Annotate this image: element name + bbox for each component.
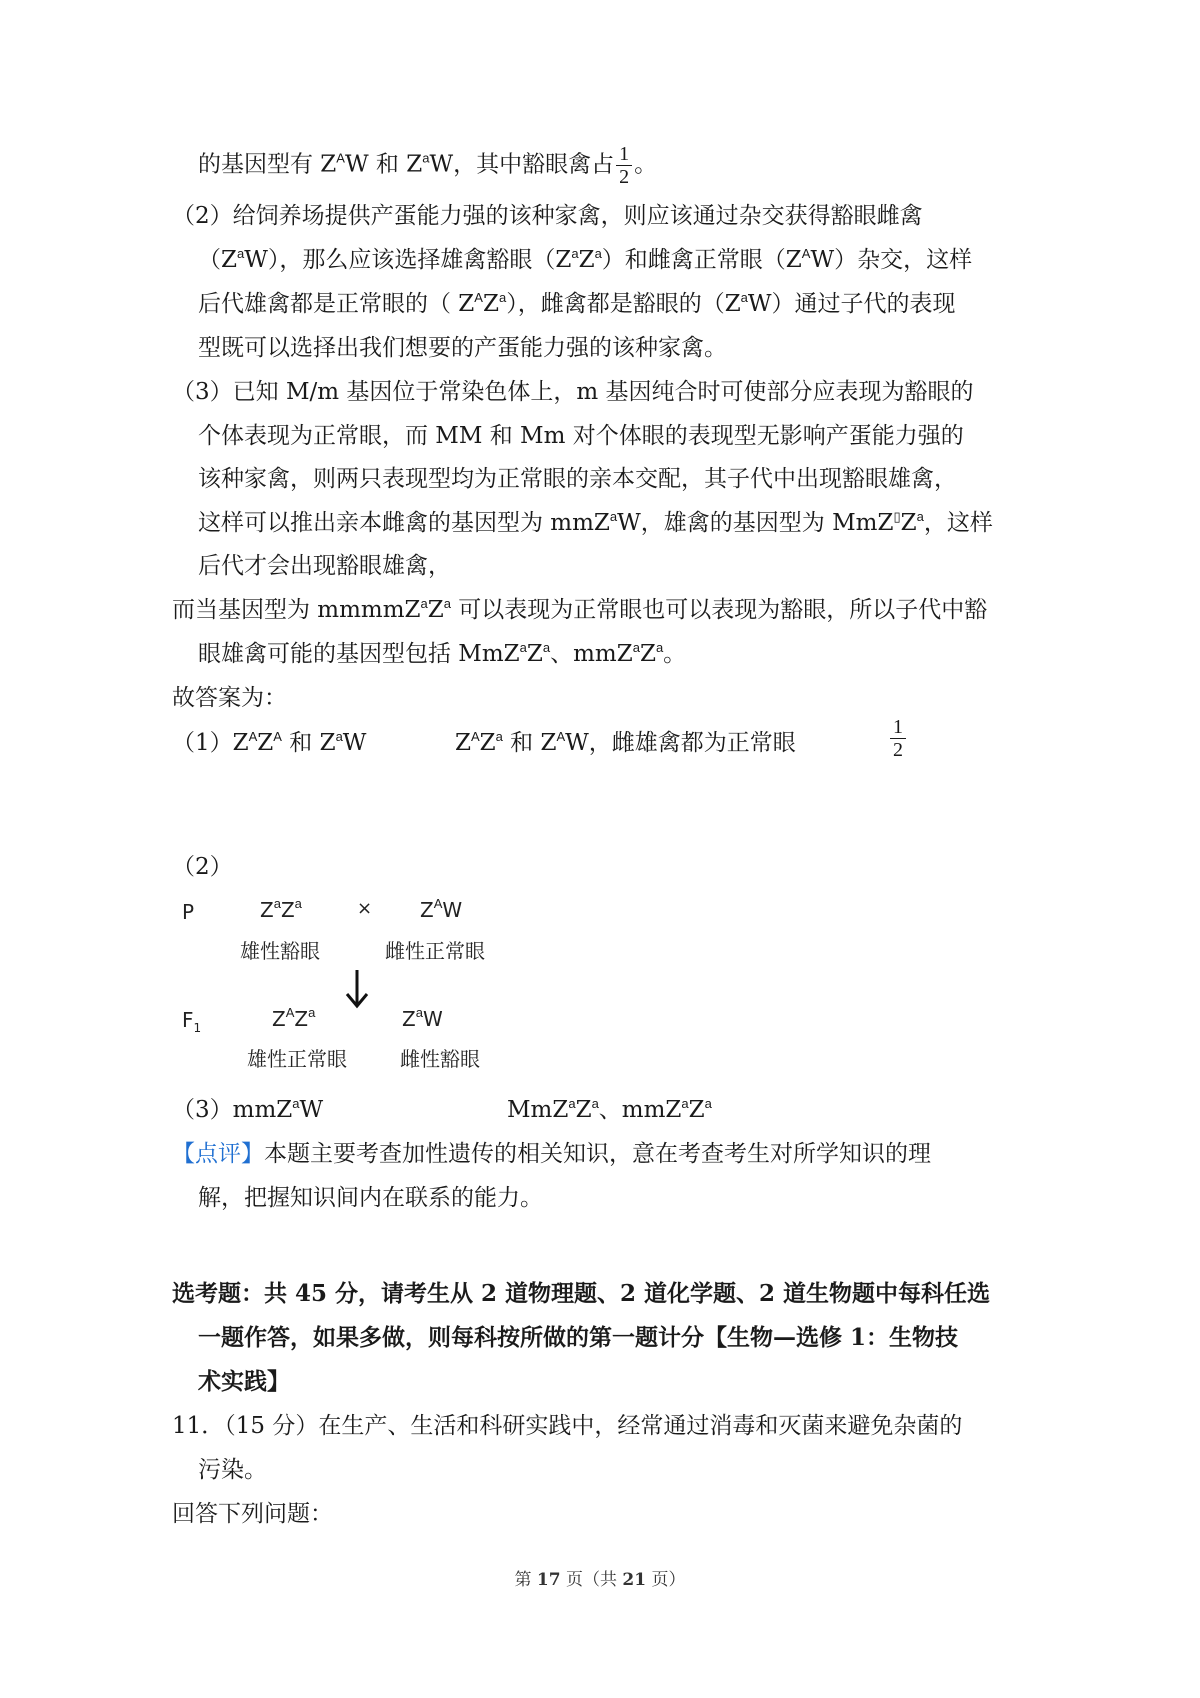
text-line: 型既可以选择出我们想要的产蛋能力强的该种家禽。 (198, 335, 727, 361)
p-male-phenotype: 雄性豁眼 (240, 939, 320, 963)
f1-generation-label: $F_1$ (182, 1008, 202, 1035)
comment-tag: 【点评】 (172, 1141, 264, 1167)
text-line: 这样可以推出亲本雌禽的基因型为 mmZ$^a$W，雄禽的基因型为 $MmZ^▯Z^a$，这样 (198, 509, 993, 536)
text-line: （2）给饲养场提供产蛋能力强的该种家禽，则应该通过杂交获得豁眼雌禽 (172, 203, 923, 229)
text-line: 污染。 (198, 1457, 267, 1483)
answer-3-part-b: $MmZ^aZ^a$、$mmZ^aZ^a$ (507, 1096, 712, 1123)
f1-female-genotype: $Z^aW$ (402, 1005, 443, 1031)
answer-1-fraction (888, 716, 908, 761)
text-line: 的基因型有 $Z^AW$ 和 $Z^aW$，其中豁眼禽占 $\frac{1}{2}$ 。 (198, 143, 658, 188)
answer-heading: 故答案为： (172, 685, 287, 711)
p-female-phenotype: 雌性正常眼 (385, 939, 485, 963)
f1-male-genotype: $Z^AZ^a$ (272, 1005, 316, 1031)
page-total: 21 (622, 1570, 647, 1590)
section-heading: 一题作答，如果多做，则每科按所做的第一题计分【生物—选修 1：生物技 (198, 1324, 959, 1351)
question-11: 11．（15 分）在生产、生活和科研实践中，经常通过消毒和灭菌来避免杂菌的 (172, 1413, 963, 1439)
p-generation-label: P (182, 900, 195, 924)
section-heading: 选考题：共 45 分，请考生从 2 道物理题、2 道化学题、2 道生物题中每科任选 (172, 1280, 991, 1307)
comment-line: 【点评】本题主要考查加性遗传的相关知识，意在考查考生对所学知识的理 (172, 1141, 931, 1167)
text-line: 后代才会出现豁眼雄禽， (198, 553, 451, 579)
fraction: $\frac{1}{2}$ (890, 716, 906, 761)
text-line: 眼雄禽可能的基因型包括 $MmZ^aZ^a$、$mmZ^aZ^a$。 (198, 640, 687, 667)
text-line: 个体表现为正常眼，而 MM 和 Mm 对个体眼的表现型无影响产蛋能力强的 (198, 423, 964, 449)
answer-1-part-b: $Z^AZ^a$ 和 $Z^AW$，雌雄禽都为正常眼 (455, 729, 796, 756)
f1-male-phenotype: 雄性正常眼 (247, 1047, 347, 1071)
answer-2-label: （2） (172, 854, 233, 880)
f1-female-phenotype: 雌性豁眼 (400, 1047, 480, 1071)
section-heading: 术实践】 (198, 1368, 290, 1395)
answer-3-part-a: （3）mmZ$^a$W (172, 1096, 324, 1123)
text-line: 后代雄禽都是正常眼的（ $Z^AZ^a$），雌禽都是豁眼的$(Z^aW)$通过子代的表现 (198, 290, 956, 317)
answer-1-part-a: $(1)Z^AZ^A$ 和 $Z^aW$ (172, 729, 367, 756)
cross-symbol: × (357, 898, 373, 919)
text-line: 而当基因型为 $mmmmZ^aZ^a$ 可以表现为正常眼也可以表现为豁眼，所以子代中豁 (172, 596, 988, 623)
p-female-genotype: $Z^AW$ (420, 896, 463, 922)
text-line: 该种家禽，则两只表现型均为正常眼的亲本交配，其子代中出现豁眼雄禽， (198, 466, 957, 492)
p-male-genotype: $Z^aZ^a$ (260, 896, 302, 922)
down-arrow-icon (342, 968, 372, 1010)
text-line: 回答下列问题： (172, 1501, 333, 1527)
page-number: 17 (536, 1570, 561, 1590)
text-line: $(Z^aW)$，那么应该选择雄禽豁眼$(Z^aZ^a)$和雌禽正常眼$(Z^AW)$杂交，这样 (198, 246, 973, 273)
text-line: （3）已知 M/m 基因位于常染色体上，m 基因纯合时可使部分应表现为豁眼的 (172, 379, 974, 405)
fraction: $\frac{1}{2}$ (616, 143, 632, 188)
page-footer: 第 17 页（共 21 页） (514, 1570, 686, 1590)
text-line: 解，把握知识间内在联系的能力。 (198, 1185, 543, 1211)
